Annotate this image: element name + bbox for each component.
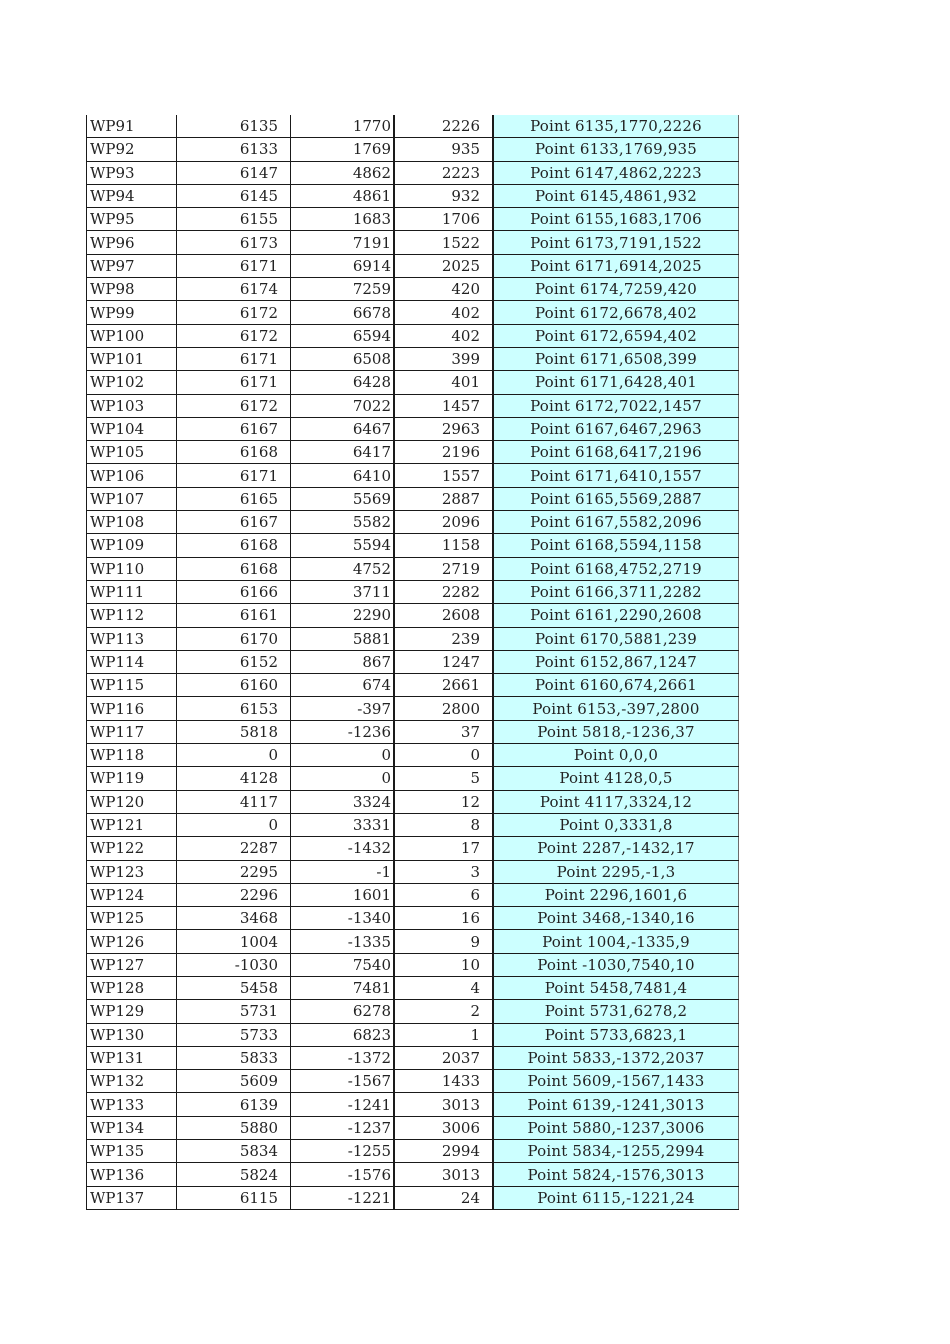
point-command-cell[interactable]: Point 0,0,0 xyxy=(493,744,739,767)
y-coordinate-cell[interactable]: 5569 xyxy=(291,487,395,510)
z-coordinate-cell[interactable]: 17 xyxy=(394,837,493,860)
waypoint-name-cell[interactable]: WP100 xyxy=(87,324,177,347)
point-command-cell[interactable]: Point 5880,-1237,3006 xyxy=(493,1116,739,1139)
z-coordinate-cell[interactable]: 2719 xyxy=(394,557,493,580)
z-coordinate-cell[interactable]: 402 xyxy=(394,324,493,347)
waypoint-name-cell[interactable]: WP98 xyxy=(87,278,177,301)
waypoint-name-cell[interactable]: WP99 xyxy=(87,301,177,324)
z-coordinate-cell[interactable]: 1557 xyxy=(394,464,493,487)
point-command-cell[interactable]: Point 5818,-1236,37 xyxy=(493,720,739,743)
waypoint-name-cell[interactable]: WP108 xyxy=(87,511,177,534)
z-coordinate-cell[interactable]: 10 xyxy=(394,953,493,976)
table-row xyxy=(87,1000,739,1023)
z-coordinate-cell[interactable]: 0 xyxy=(394,744,493,767)
waypoint-name-cell[interactable]: WP122 xyxy=(87,837,177,860)
waypoint-name-cell[interactable]: WP104 xyxy=(87,417,177,440)
y-coordinate-cell[interactable]: -1255 xyxy=(291,1140,395,1163)
table-row xyxy=(87,907,739,930)
y-coordinate-cell[interactable]: -1 xyxy=(291,860,395,883)
point-command-cell[interactable]: Point 6170,5881,239 xyxy=(493,627,739,650)
x-coordinate-cell[interactable]: 5731 xyxy=(177,1000,291,1023)
waypoint-name-cell[interactable]: WP105 xyxy=(87,441,177,464)
waypoint-name-cell[interactable]: WP118 xyxy=(87,744,177,767)
y-coordinate-cell[interactable]: 7481 xyxy=(291,976,395,999)
waypoint-name-cell[interactable]: WP119 xyxy=(87,767,177,790)
point-command-cell[interactable]: Point 6168,4752,2719 xyxy=(493,557,739,580)
table-row xyxy=(87,837,739,860)
x-coordinate-cell[interactable]: 0 xyxy=(177,744,291,767)
waypoint-name-cell[interactable]: WP124 xyxy=(87,883,177,906)
x-coordinate-cell[interactable]: 2295 xyxy=(177,860,291,883)
waypoint-name-cell[interactable]: WP120 xyxy=(87,790,177,813)
waypoint-name-cell[interactable]: WP94 xyxy=(87,184,177,207)
y-coordinate-cell[interactable]: 6914 xyxy=(291,254,395,277)
y-coordinate-cell[interactable]: 6417 xyxy=(291,441,395,464)
y-coordinate-cell[interactable]: 6278 xyxy=(291,1000,395,1023)
y-coordinate-cell[interactable]: 2290 xyxy=(291,604,395,627)
waypoint-name-cell[interactable]: WP103 xyxy=(87,394,177,417)
x-coordinate-cell[interactable]: 1004 xyxy=(177,930,291,953)
waypoint-name-cell[interactable]: WP109 xyxy=(87,534,177,557)
table-row xyxy=(87,976,739,999)
z-coordinate-cell[interactable]: 1457 xyxy=(394,394,493,417)
point-command-cell[interactable]: Point 6161,2290,2608 xyxy=(493,604,739,627)
waypoint-table-body xyxy=(87,115,739,1209)
z-coordinate-cell[interactable]: 9 xyxy=(394,930,493,953)
point-command-cell[interactable]: Point 6160,674,2661 xyxy=(493,674,739,697)
x-coordinate-cell[interactable]: 5880 xyxy=(177,1116,291,1139)
table-row xyxy=(87,1140,739,1163)
table-row xyxy=(87,767,739,790)
table-row xyxy=(87,208,739,231)
table-row xyxy=(87,604,739,627)
x-coordinate-cell[interactable]: 4128 xyxy=(177,767,291,790)
y-coordinate-cell[interactable]: 4752 xyxy=(291,557,395,580)
z-coordinate-cell[interactable]: 1522 xyxy=(394,231,493,254)
x-coordinate-cell[interactable]: 6139 xyxy=(177,1093,291,1116)
z-coordinate-cell[interactable]: 932 xyxy=(394,184,493,207)
point-command-cell[interactable]: Point 6166,3711,2282 xyxy=(493,580,739,603)
table-row xyxy=(87,254,739,277)
waypoint-name-cell[interactable]: WP128 xyxy=(87,976,177,999)
x-coordinate-cell[interactable]: 5818 xyxy=(177,720,291,743)
point-command-cell[interactable]: Point 6171,6914,2025 xyxy=(493,254,739,277)
z-coordinate-cell[interactable]: 399 xyxy=(394,347,493,370)
y-coordinate-cell[interactable]: 7191 xyxy=(291,231,395,254)
y-coordinate-cell[interactable]: 7540 xyxy=(291,953,395,976)
point-command-cell[interactable]: Point 2295,-1,3 xyxy=(493,860,739,883)
z-coordinate-cell[interactable]: 12 xyxy=(394,790,493,813)
table-row xyxy=(87,1163,739,1186)
y-coordinate-cell[interactable]: 3711 xyxy=(291,580,395,603)
z-coordinate-cell[interactable]: 935 xyxy=(394,138,493,161)
table-row xyxy=(87,231,739,254)
point-command-cell[interactable]: Point 2287,-1432,17 xyxy=(493,837,739,860)
waypoint-name-cell[interactable]: WP91 xyxy=(87,115,177,138)
waypoint-name-cell[interactable]: WP135 xyxy=(87,1140,177,1163)
z-coordinate-cell[interactable]: 1706 xyxy=(394,208,493,231)
point-command-cell[interactable]: Point 5731,6278,2 xyxy=(493,1000,739,1023)
y-coordinate-cell[interactable]: 7259 xyxy=(291,278,395,301)
y-coordinate-cell[interactable]: 6594 xyxy=(291,324,395,347)
point-command-cell[interactable]: Point 6135,1770,2226 xyxy=(493,115,739,138)
table-row xyxy=(87,1116,739,1139)
table-row xyxy=(87,347,739,370)
table-row xyxy=(87,278,739,301)
z-coordinate-cell[interactable]: 2800 xyxy=(394,697,493,720)
table-row xyxy=(87,1070,739,1093)
point-command-cell[interactable]: Point -1030,7540,10 xyxy=(493,953,739,976)
waypoint-name-cell[interactable]: WP130 xyxy=(87,1023,177,1046)
y-coordinate-cell[interactable]: 0 xyxy=(291,767,395,790)
waypoint-name-cell[interactable]: WP96 xyxy=(87,231,177,254)
x-coordinate-cell[interactable]: 5458 xyxy=(177,976,291,999)
y-coordinate-cell[interactable]: 5881 xyxy=(291,627,395,650)
point-command-cell[interactable]: Point 1004,-1335,9 xyxy=(493,930,739,953)
y-coordinate-cell[interactable]: -1372 xyxy=(291,1046,395,1069)
table-row xyxy=(87,534,739,557)
point-command-cell[interactable]: Point 6171,6410,1557 xyxy=(493,464,739,487)
point-command-cell[interactable]: Point 6171,6508,399 xyxy=(493,347,739,370)
waypoint-name-cell[interactable]: WP111 xyxy=(87,580,177,603)
waypoint-name-cell[interactable]: WP116 xyxy=(87,697,177,720)
table-row xyxy=(87,720,739,743)
waypoint-name-cell[interactable]: WP129 xyxy=(87,1000,177,1023)
waypoint-name-cell[interactable]: WP133 xyxy=(87,1093,177,1116)
x-coordinate-cell[interactable]: 6171 xyxy=(177,254,291,277)
y-coordinate-cell[interactable]: 3324 xyxy=(291,790,395,813)
table-row xyxy=(87,394,739,417)
table-row xyxy=(87,371,739,394)
y-coordinate-cell[interactable]: 1683 xyxy=(291,208,395,231)
x-coordinate-cell[interactable]: 6167 xyxy=(177,511,291,534)
point-command-cell[interactable]: Point 6155,1683,1706 xyxy=(493,208,739,231)
y-coordinate-cell[interactable]: 1601 xyxy=(291,883,395,906)
point-command-cell[interactable]: Point 6147,4862,2223 xyxy=(493,161,739,184)
y-coordinate-cell[interactable]: -1237 xyxy=(291,1116,395,1139)
x-coordinate-cell[interactable]: 4117 xyxy=(177,790,291,813)
point-command-cell[interactable]: Point 6168,5594,1158 xyxy=(493,534,739,557)
table-row xyxy=(87,790,739,813)
waypoint-name-cell[interactable]: WP101 xyxy=(87,347,177,370)
z-coordinate-cell[interactable]: 2 xyxy=(394,1000,493,1023)
z-coordinate-cell[interactable]: 3013 xyxy=(394,1093,493,1116)
x-coordinate-cell[interactable]: 6168 xyxy=(177,534,291,557)
y-coordinate-cell[interactable]: 6467 xyxy=(291,417,395,440)
y-coordinate-cell[interactable]: 6410 xyxy=(291,464,395,487)
table-row xyxy=(87,487,739,510)
point-command-cell[interactable]: Point 6115,-1221,24 xyxy=(493,1186,739,1209)
x-coordinate-cell[interactable]: 6173 xyxy=(177,231,291,254)
table-row xyxy=(87,860,739,883)
z-coordinate-cell[interactable]: 2196 xyxy=(394,441,493,464)
z-coordinate-cell[interactable]: 2025 xyxy=(394,254,493,277)
x-coordinate-cell[interactable]: 5834 xyxy=(177,1140,291,1163)
y-coordinate-cell[interactable]: -1567 xyxy=(291,1070,395,1093)
y-coordinate-cell[interactable]: -1221 xyxy=(291,1186,395,1209)
point-command-cell[interactable]: Point 6145,4861,932 xyxy=(493,184,739,207)
x-coordinate-cell[interactable]: 6167 xyxy=(177,417,291,440)
point-command-cell[interactable]: Point 5824,-1576,3013 xyxy=(493,1163,739,1186)
x-coordinate-cell[interactable]: 6174 xyxy=(177,278,291,301)
table-row xyxy=(87,744,739,767)
table-row xyxy=(87,161,739,184)
y-coordinate-cell[interactable]: 1769 xyxy=(291,138,395,161)
y-coordinate-cell[interactable]: 3331 xyxy=(291,813,395,836)
x-coordinate-cell[interactable]: 6172 xyxy=(177,394,291,417)
x-coordinate-cell[interactable]: 5824 xyxy=(177,1163,291,1186)
x-coordinate-cell[interactable]: 6152 xyxy=(177,650,291,673)
table-row xyxy=(87,883,739,906)
x-coordinate-cell[interactable]: 6133 xyxy=(177,138,291,161)
point-command-cell[interactable]: Point 6172,6678,402 xyxy=(493,301,739,324)
waypoint-name-cell[interactable]: WP131 xyxy=(87,1046,177,1069)
table-row xyxy=(87,184,739,207)
point-command-cell[interactable]: Point 5833,-1372,2037 xyxy=(493,1046,739,1069)
waypoint-name-cell[interactable]: WP123 xyxy=(87,860,177,883)
point-command-cell[interactable]: Point 5834,-1255,2994 xyxy=(493,1140,739,1163)
y-coordinate-cell[interactable]: 5582 xyxy=(291,511,395,534)
z-coordinate-cell[interactable]: 2037 xyxy=(394,1046,493,1069)
z-coordinate-cell[interactable]: 2282 xyxy=(394,580,493,603)
z-coordinate-cell[interactable]: 1433 xyxy=(394,1070,493,1093)
z-coordinate-cell[interactable]: 4 xyxy=(394,976,493,999)
z-coordinate-cell[interactable]: 402 xyxy=(394,301,493,324)
point-command-cell[interactable]: Point 4117,3324,12 xyxy=(493,790,739,813)
z-coordinate-cell[interactable]: 1 xyxy=(394,1023,493,1046)
waypoint-name-cell[interactable]: WP106 xyxy=(87,464,177,487)
x-coordinate-cell[interactable]: 6115 xyxy=(177,1186,291,1209)
z-coordinate-cell[interactable]: 2963 xyxy=(394,417,493,440)
spreadsheet-grid xyxy=(86,115,739,1210)
x-coordinate-cell[interactable]: 6168 xyxy=(177,557,291,580)
waypoint-name-cell[interactable]: WP112 xyxy=(87,604,177,627)
z-coordinate-cell[interactable]: 24 xyxy=(394,1186,493,1209)
y-coordinate-cell[interactable]: 674 xyxy=(291,674,395,697)
y-coordinate-cell[interactable]: -1340 xyxy=(291,907,395,930)
y-coordinate-cell[interactable]: 1770 xyxy=(291,115,395,138)
waypoint-name-cell[interactable]: WP115 xyxy=(87,674,177,697)
point-command-cell[interactable]: Point 6167,6467,2963 xyxy=(493,417,739,440)
x-coordinate-cell[interactable]: 6135 xyxy=(177,115,291,138)
point-command-cell[interactable]: Point 5733,6823,1 xyxy=(493,1023,739,1046)
x-coordinate-cell[interactable]: 6171 xyxy=(177,347,291,370)
x-coordinate-cell[interactable]: 0 xyxy=(177,813,291,836)
table-row xyxy=(87,1023,739,1046)
x-coordinate-cell[interactable]: 6145 xyxy=(177,184,291,207)
waypoint-name-cell[interactable]: WP126 xyxy=(87,930,177,953)
table-row xyxy=(87,1093,739,1116)
waypoint-name-cell[interactable]: WP97 xyxy=(87,254,177,277)
z-coordinate-cell[interactable]: 2661 xyxy=(394,674,493,697)
z-coordinate-cell[interactable]: 2223 xyxy=(394,161,493,184)
x-coordinate-cell[interactable]: 2296 xyxy=(177,883,291,906)
table-row xyxy=(87,697,739,720)
x-coordinate-cell[interactable]: 6171 xyxy=(177,371,291,394)
x-coordinate-cell[interactable]: 5609 xyxy=(177,1070,291,1093)
y-coordinate-cell[interactable]: 0 xyxy=(291,744,395,767)
x-coordinate-cell[interactable]: 6172 xyxy=(177,301,291,324)
waypoint-name-cell[interactable]: WP136 xyxy=(87,1163,177,1186)
y-coordinate-cell[interactable]: 4861 xyxy=(291,184,395,207)
z-coordinate-cell[interactable]: 2608 xyxy=(394,604,493,627)
point-command-cell[interactable]: Point 6165,5569,2887 xyxy=(493,487,739,510)
point-command-cell[interactable]: Point 6171,6428,401 xyxy=(493,371,739,394)
z-coordinate-cell[interactable]: 1158 xyxy=(394,534,493,557)
y-coordinate-cell[interactable]: 6508 xyxy=(291,347,395,370)
y-coordinate-cell[interactable]: -1576 xyxy=(291,1163,395,1186)
waypoint-name-cell[interactable]: WP110 xyxy=(87,557,177,580)
waypoint-name-cell[interactable]: WP134 xyxy=(87,1116,177,1139)
x-coordinate-cell[interactable]: 5833 xyxy=(177,1046,291,1069)
z-coordinate-cell[interactable]: 16 xyxy=(394,907,493,930)
table-row xyxy=(87,301,739,324)
y-coordinate-cell[interactable]: -1236 xyxy=(291,720,395,743)
y-coordinate-cell[interactable]: -1335 xyxy=(291,930,395,953)
y-coordinate-cell[interactable]: -1432 xyxy=(291,837,395,860)
y-coordinate-cell[interactable]: 4862 xyxy=(291,161,395,184)
x-coordinate-cell[interactable]: 6165 xyxy=(177,487,291,510)
x-coordinate-cell[interactable]: 6147 xyxy=(177,161,291,184)
point-command-cell[interactable]: Point 6173,7191,1522 xyxy=(493,231,739,254)
waypoint-name-cell[interactable]: WP125 xyxy=(87,907,177,930)
z-coordinate-cell[interactable]: 239 xyxy=(394,627,493,650)
table-row xyxy=(87,674,739,697)
z-coordinate-cell[interactable]: 3006 xyxy=(394,1116,493,1139)
table-row xyxy=(87,441,739,464)
waypoint-name-cell[interactable]: WP102 xyxy=(87,371,177,394)
point-command-cell[interactable]: Point 6168,6417,2196 xyxy=(493,441,739,464)
x-coordinate-cell[interactable]: 6160 xyxy=(177,674,291,697)
point-command-cell[interactable]: Point 6139,-1241,3013 xyxy=(493,1093,739,1116)
z-coordinate-cell[interactable]: 2096 xyxy=(394,511,493,534)
x-coordinate-cell[interactable]: 6153 xyxy=(177,697,291,720)
waypoint-name-cell[interactable]: WP107 xyxy=(87,487,177,510)
point-command-cell[interactable]: Point 3468,-1340,16 xyxy=(493,907,739,930)
z-coordinate-cell[interactable]: 2887 xyxy=(394,487,493,510)
z-coordinate-cell[interactable]: 2994 xyxy=(394,1140,493,1163)
z-coordinate-cell[interactable]: 3 xyxy=(394,860,493,883)
y-coordinate-cell[interactable]: 7022 xyxy=(291,394,395,417)
z-coordinate-cell[interactable]: 2226 xyxy=(394,115,493,138)
point-command-cell[interactable]: Point 6174,7259,420 xyxy=(493,278,739,301)
x-coordinate-cell[interactable]: 6155 xyxy=(177,208,291,231)
table-row xyxy=(87,580,739,603)
z-coordinate-cell[interactable]: 37 xyxy=(394,720,493,743)
waypoint-name-cell[interactable]: WP132 xyxy=(87,1070,177,1093)
z-coordinate-cell[interactable]: 420 xyxy=(394,278,493,301)
y-coordinate-cell[interactable]: 6678 xyxy=(291,301,395,324)
table-row xyxy=(87,1186,739,1209)
table-row xyxy=(87,115,739,138)
waypoint-name-cell[interactable]: WP117 xyxy=(87,720,177,743)
y-coordinate-cell[interactable]: 867 xyxy=(291,650,395,673)
point-command-cell[interactable]: Point 6172,6594,402 xyxy=(493,324,739,347)
waypoint-name-cell[interactable]: WP114 xyxy=(87,650,177,673)
x-coordinate-cell[interactable]: 6161 xyxy=(177,604,291,627)
table-row xyxy=(87,464,739,487)
table-row xyxy=(87,650,739,673)
y-coordinate-cell[interactable]: 6428 xyxy=(291,371,395,394)
point-command-cell[interactable]: Point 6133,1769,935 xyxy=(493,138,739,161)
point-command-cell[interactable]: Point 0,3331,8 xyxy=(493,813,739,836)
point-command-cell[interactable]: Point 6153,-397,2800 xyxy=(493,697,739,720)
point-command-cell[interactable]: Point 6167,5582,2096 xyxy=(493,511,739,534)
point-command-cell[interactable]: Point 4128,0,5 xyxy=(493,767,739,790)
x-coordinate-cell[interactable]: 6172 xyxy=(177,324,291,347)
x-coordinate-cell[interactable]: 6168 xyxy=(177,441,291,464)
table-row xyxy=(87,953,739,976)
waypoint-table xyxy=(86,115,739,1210)
waypoint-name-cell[interactable]: WP127 xyxy=(87,953,177,976)
z-coordinate-cell[interactable]: 401 xyxy=(394,371,493,394)
point-command-cell[interactable]: Point 2296,1601,6 xyxy=(493,883,739,906)
x-coordinate-cell[interactable]: -1030 xyxy=(177,953,291,976)
z-coordinate-cell[interactable]: 5 xyxy=(394,767,493,790)
waypoint-name-cell[interactable]: WP121 xyxy=(87,813,177,836)
table-row xyxy=(87,138,739,161)
point-command-cell[interactable]: Point 6152,867,1247 xyxy=(493,650,739,673)
waypoint-name-cell[interactable]: WP92 xyxy=(87,138,177,161)
point-command-cell[interactable]: Point 5458,7481,4 xyxy=(493,976,739,999)
point-command-cell[interactable]: Point 5609,-1567,1433 xyxy=(493,1070,739,1093)
y-coordinate-cell[interactable]: 5594 xyxy=(291,534,395,557)
table-row xyxy=(87,813,739,836)
y-coordinate-cell[interactable]: -397 xyxy=(291,697,395,720)
x-coordinate-cell[interactable]: 6170 xyxy=(177,627,291,650)
waypoint-name-cell[interactable]: WP93 xyxy=(87,161,177,184)
z-coordinate-cell[interactable]: 8 xyxy=(394,813,493,836)
table-row xyxy=(87,557,739,580)
table-row xyxy=(87,627,739,650)
point-command-cell[interactable]: Point 6172,7022,1457 xyxy=(493,394,739,417)
z-coordinate-cell[interactable]: 6 xyxy=(394,883,493,906)
table-row xyxy=(87,1046,739,1069)
y-coordinate-cell[interactable]: 6823 xyxy=(291,1023,395,1046)
z-coordinate-cell[interactable]: 1247 xyxy=(394,650,493,673)
waypoint-name-cell[interactable]: WP137 xyxy=(87,1186,177,1209)
table-row xyxy=(87,417,739,440)
x-coordinate-cell[interactable]: 5733 xyxy=(177,1023,291,1046)
table-row xyxy=(87,930,739,953)
x-coordinate-cell[interactable]: 6171 xyxy=(177,464,291,487)
x-coordinate-cell[interactable]: 6166 xyxy=(177,580,291,603)
table-row xyxy=(87,324,739,347)
x-coordinate-cell[interactable]: 3468 xyxy=(177,907,291,930)
z-coordinate-cell[interactable]: 3013 xyxy=(394,1163,493,1186)
x-coordinate-cell[interactable]: 2287 xyxy=(177,837,291,860)
table-row xyxy=(87,511,739,534)
y-coordinate-cell[interactable]: -1241 xyxy=(291,1093,395,1116)
waypoint-name-cell[interactable]: WP113 xyxy=(87,627,177,650)
waypoint-name-cell[interactable]: WP95 xyxy=(87,208,177,231)
